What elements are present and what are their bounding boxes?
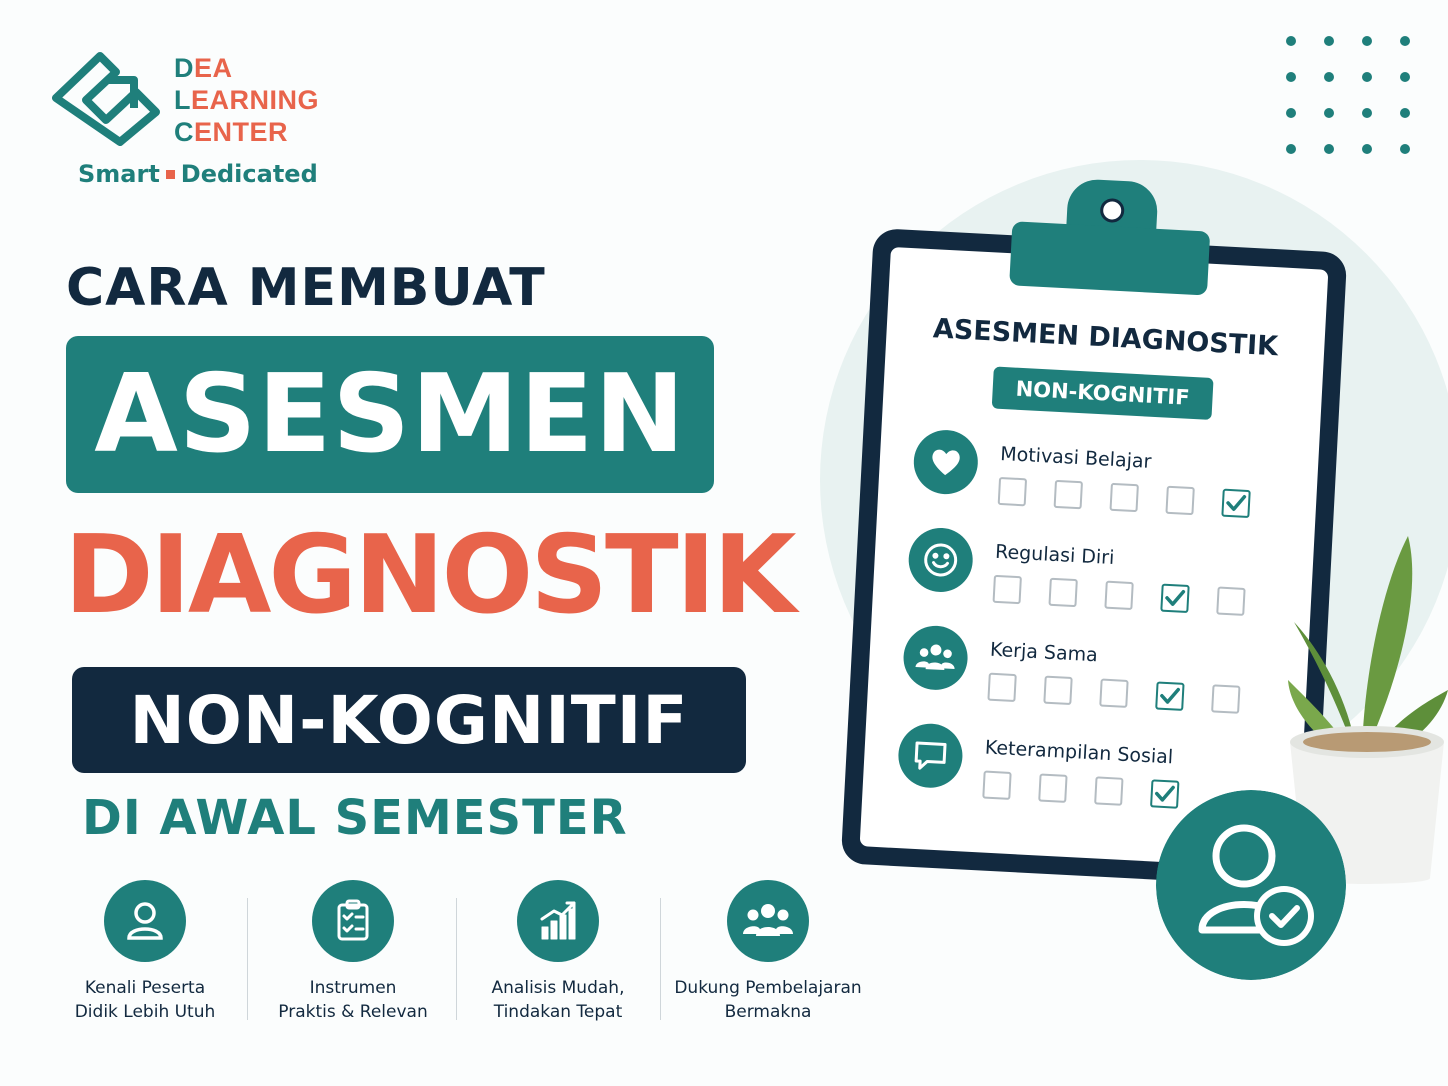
smile-icon <box>907 526 974 593</box>
feature-divider <box>660 898 661 1020</box>
chat-bubble-icon <box>897 722 964 789</box>
verified-user-badge-icon <box>1156 790 1346 980</box>
checkbox-empty <box>1038 773 1067 802</box>
headline-diagnostik: DIAGNOSTIK <box>64 513 794 638</box>
tagline-separator <box>166 170 175 179</box>
checkbox-empty <box>1048 578 1077 607</box>
checkbox-empty <box>1211 684 1240 713</box>
brand-name-line-2: LEARNING <box>174 85 320 115</box>
checkbox-empty <box>1043 676 1072 705</box>
clipboard-badge: NON-KOGNITIF <box>992 366 1214 419</box>
tagline-dedicated: Dedicated <box>180 160 318 188</box>
feature-instrumen <box>248 880 458 1024</box>
brand-name-line-1: DEA <box>174 53 233 83</box>
checkbox-checked <box>1155 681 1184 710</box>
decorative-dot <box>1362 36 1372 46</box>
checkbox-empty <box>1109 483 1138 512</box>
headline-outro: DI AWAL SEMESTER <box>82 790 628 846</box>
checklist-label: Regulasi Diri <box>994 540 1115 570</box>
checklist-label: Motivasi Belajar <box>999 442 1152 473</box>
decorative-dot <box>1362 144 1372 154</box>
clipboard-clip <box>1009 221 1210 295</box>
tagline-smart: Smart <box>78 160 160 188</box>
checkbox-empty <box>1104 581 1133 610</box>
decorative-dot-grid <box>1286 36 1416 160</box>
heart-icon <box>912 428 979 495</box>
checkbox-checked <box>1221 489 1250 518</box>
checkbox-checked <box>1150 779 1179 808</box>
checklist-boxes <box>998 477 1251 518</box>
feature-label: Kenali Peserta Didik Lebih Utuh <box>74 978 216 1022</box>
checkbox-empty <box>998 477 1027 506</box>
feature-label: Analisis Mudah, Tindakan Tepat <box>491 978 625 1022</box>
feature-dukung <box>663 880 873 1024</box>
decorative-dot <box>1324 72 1334 82</box>
feature-label: Dukung Pembelajaran Bermakna <box>674 978 862 1022</box>
brand-name-line-3: CENTER <box>174 117 289 147</box>
bar-chart-icon <box>517 880 599 962</box>
logo-mark-icon <box>50 50 162 146</box>
checkbox-empty <box>993 575 1022 604</box>
decorative-dot <box>1324 36 1334 46</box>
headline-asesmen-box: ASESMEN <box>66 336 714 493</box>
headline-non-kognitif-box: NON-KOGNITIF <box>72 667 746 773</box>
checkbox-empty <box>1165 486 1194 515</box>
decorative-dot <box>1286 72 1296 82</box>
checklist-boxes <box>993 575 1246 616</box>
feature-kenali <box>40 880 250 1024</box>
clipboard-list-icon <box>312 880 394 962</box>
checkbox-empty <box>1216 587 1245 616</box>
checklist-boxes <box>982 771 1179 809</box>
brand-tagline <box>78 160 318 188</box>
checklist-label: Keterampilan Sosial <box>984 736 1174 769</box>
decorative-dot <box>1324 144 1334 154</box>
decorative-dot <box>1362 108 1372 118</box>
user-icon <box>104 880 186 962</box>
decorative-dot <box>1286 36 1296 46</box>
checkbox-empty <box>1094 776 1123 805</box>
group-icon <box>902 624 969 691</box>
decorative-dot <box>1324 108 1334 118</box>
decorative-dot <box>1286 108 1296 118</box>
checkbox-checked <box>1160 584 1189 613</box>
checklist-label: Kerja Sama <box>989 638 1099 667</box>
decorative-dot <box>1400 144 1410 154</box>
decorative-dot <box>1286 144 1296 154</box>
checkbox-empty <box>987 673 1016 702</box>
decorative-dot <box>1362 72 1372 82</box>
headline-intro: CARA MEMBUAT <box>66 258 546 318</box>
checkbox-empty <box>1054 480 1083 509</box>
checklist-boxes <box>987 673 1240 714</box>
clipboard-title: ASESMEN DIAGNOSTIK <box>932 313 1279 363</box>
checkbox-empty <box>982 771 1011 800</box>
checkbox-empty <box>1099 679 1128 708</box>
group-icon <box>727 880 809 962</box>
feature-analisis <box>453 880 663 1024</box>
decorative-dot <box>1400 72 1410 82</box>
clipboard-illustration <box>841 228 1348 888</box>
decorative-dot <box>1400 36 1410 46</box>
feature-label: Instrumen Praktis & Relevan <box>278 978 428 1022</box>
decorative-dot <box>1400 108 1410 118</box>
